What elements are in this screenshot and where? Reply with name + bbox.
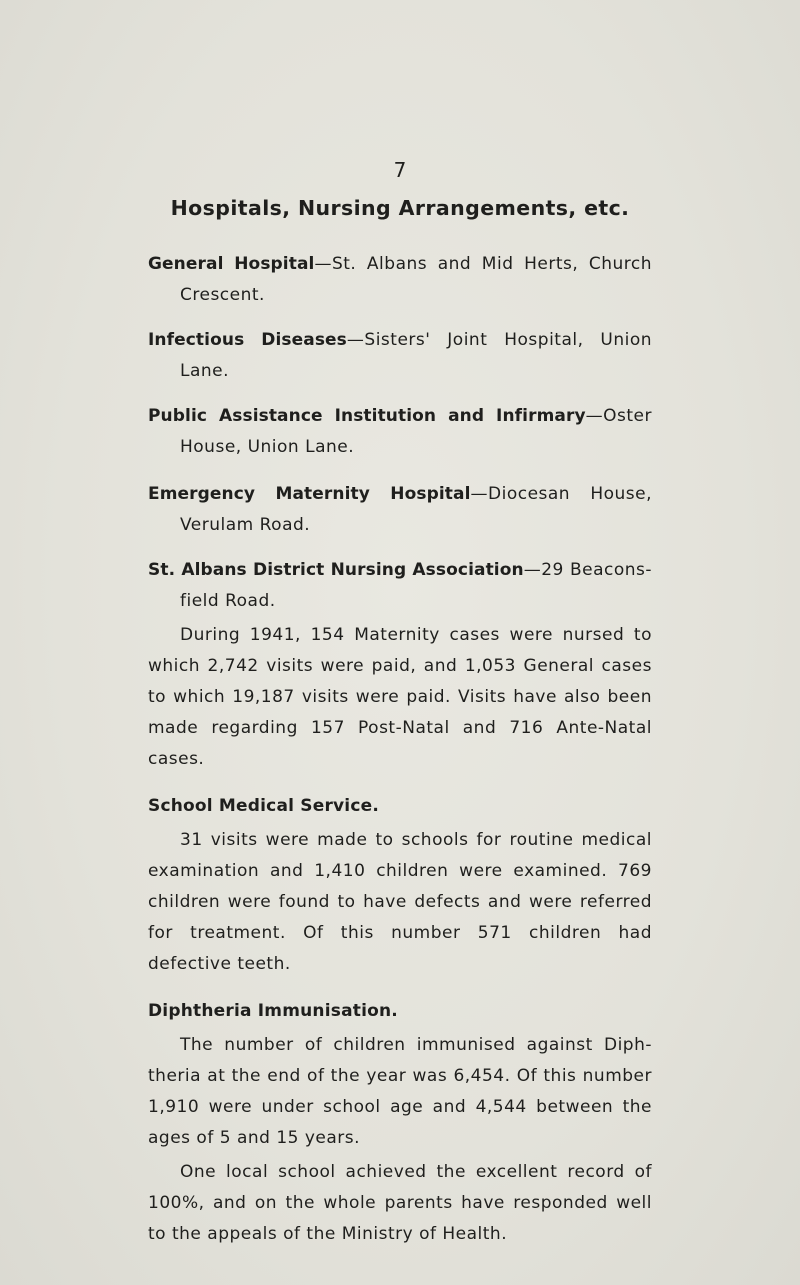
entry-nursing-association xyxy=(148,555,652,617)
entry-text: —Oster House, Union Lane. xyxy=(180,406,652,457)
nursing-paragraph: During 1941, 154 Maternity cases were nursed to which 2,742 visits were paid, and 1,053 General cases to which 19,187 visits were paid. Visits have also been made regarding 157 Post-Natal and 716 Ante-Natal cases. xyxy=(148,625,652,769)
entry-label: Emergency Maternity Hospital xyxy=(148,484,471,504)
entry-infectious-diseases xyxy=(148,325,652,387)
entry-text: —Sisters' Joint Hospital, Union Lane. xyxy=(180,330,652,381)
entry-text: —St. Albans and Mid Herts, Church Crescent. xyxy=(180,254,652,305)
entry-label: Infectious Diseases xyxy=(148,330,347,350)
diphtheria-paragraph-1: The number of children immunised against Diph-theria at the end of the year was 6,454. Of this number 1,910 were under school age and 4,544 between the ages of 5 and 15 years. xyxy=(148,1035,652,1148)
school-medical-heading: School Medical Service. xyxy=(148,796,379,816)
entry-emergency-maternity xyxy=(148,479,652,541)
school-medical-paragraph: 31 visits were made to schools for routine medical examination and 1,410 children were examined. 769 children were found to have defects and were referred for treatment. Of this number 571 children had defective teeth. xyxy=(148,830,652,974)
diphtheria-paragraph-2: One local school achieved the excellent record of 100%, and on the whole parents have responded well to the appeals of the Ministry of Health. xyxy=(148,1162,652,1244)
entry-public-assistance xyxy=(148,401,652,463)
entry-label: Public Assistance Institution and Infirmary xyxy=(148,406,586,426)
entry-general-hospital xyxy=(148,249,652,311)
page-heading: Hospitals, Nursing Arrangements, etc. xyxy=(170,196,630,220)
diphtheria-heading: Diphtheria Immunisation. xyxy=(148,1001,398,1021)
entry-label: St. Albans District Nursing Association xyxy=(148,560,524,580)
page-content xyxy=(148,249,652,1250)
entry-label: General Hospital xyxy=(148,254,315,274)
page-number: 7 xyxy=(393,158,407,182)
entry-text: —29 Beacons-field Road. xyxy=(180,560,652,611)
entry-text: —Diocesan House, Verulam Road. xyxy=(180,484,652,535)
